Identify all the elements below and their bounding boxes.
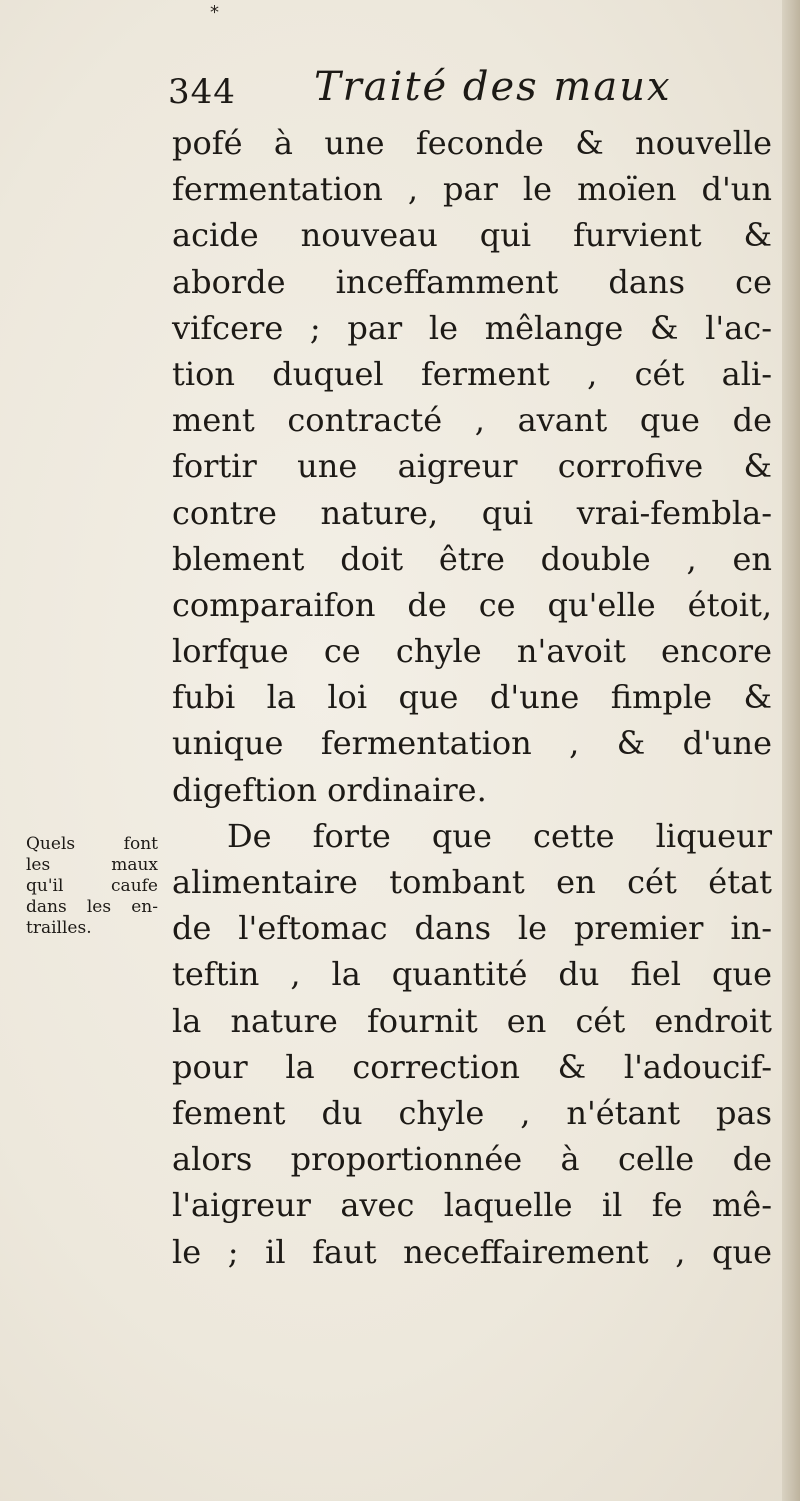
text-line: lorfque ce chyle n'avoit encore (172, 632, 772, 671)
page-edge (782, 0, 800, 1501)
margin-note-line: dans les en- (26, 897, 158, 917)
text-line: fermentation , par le moïen d'un (172, 170, 772, 209)
page-number: 344 (168, 72, 236, 112)
text-line: teftin , la quantité du fiel que (172, 955, 772, 994)
text-line: fubi la loi que d'une fimple & (172, 678, 772, 717)
text-line: fement du chyle , n'étant pas (172, 1093, 772, 1132)
text-line: ment contracté , avant que de (172, 401, 772, 440)
text-line: contre nature, qui vrai-fembla- (172, 493, 772, 532)
text-line: de l'eftomac dans le premier in- (172, 909, 772, 948)
running-head (168, 58, 768, 118)
text-line: alimentaire tombant en cét état (172, 863, 772, 901)
margin-note-line: les maux (26, 855, 158, 875)
running-title: Traité des maux (314, 64, 672, 110)
margin-note (26, 834, 158, 939)
margin-note-line: trailles. (26, 918, 92, 938)
text-line: vifcere ; par le mêlange & l'ac- (172, 308, 772, 347)
text-line: comparaifon de ce qu'elle étoit, (172, 585, 772, 624)
text-line: acide nouveau qui furvient & (172, 216, 772, 255)
text-line: De forte que cette liqueur (227, 816, 772, 855)
text-line: pour la correction & l'adoucif- (172, 1047, 772, 1086)
text-line: aborde inceffamment dans ce (172, 262, 772, 301)
text-line: la nature fournit en cét endroit (172, 1001, 772, 1040)
text-line: digeftion ordinaire. (172, 770, 487, 809)
text-line: le ; il faut neceffairement , que (172, 1232, 772, 1271)
body-text (172, 120, 772, 1275)
text-line: l'aigreur avec laquelle il fe mê- (172, 1186, 772, 1225)
margin-note-line: qu'il caufe (26, 876, 158, 896)
text-line: alors proportionnée à celle de (172, 1140, 772, 1179)
top-mark: * (210, 2, 219, 23)
text-line: fortir une aigreur corrofive & (172, 447, 772, 486)
text-line: tion duquel ferment , cét ali- (172, 354, 772, 393)
text-line: pofé à une feconde & nouvelle (172, 124, 772, 162)
text-line: blement doit être double , en (172, 539, 772, 578)
margin-note-line: Quels font (26, 834, 158, 854)
text-line: unique fermentation , & d'une (172, 724, 772, 763)
